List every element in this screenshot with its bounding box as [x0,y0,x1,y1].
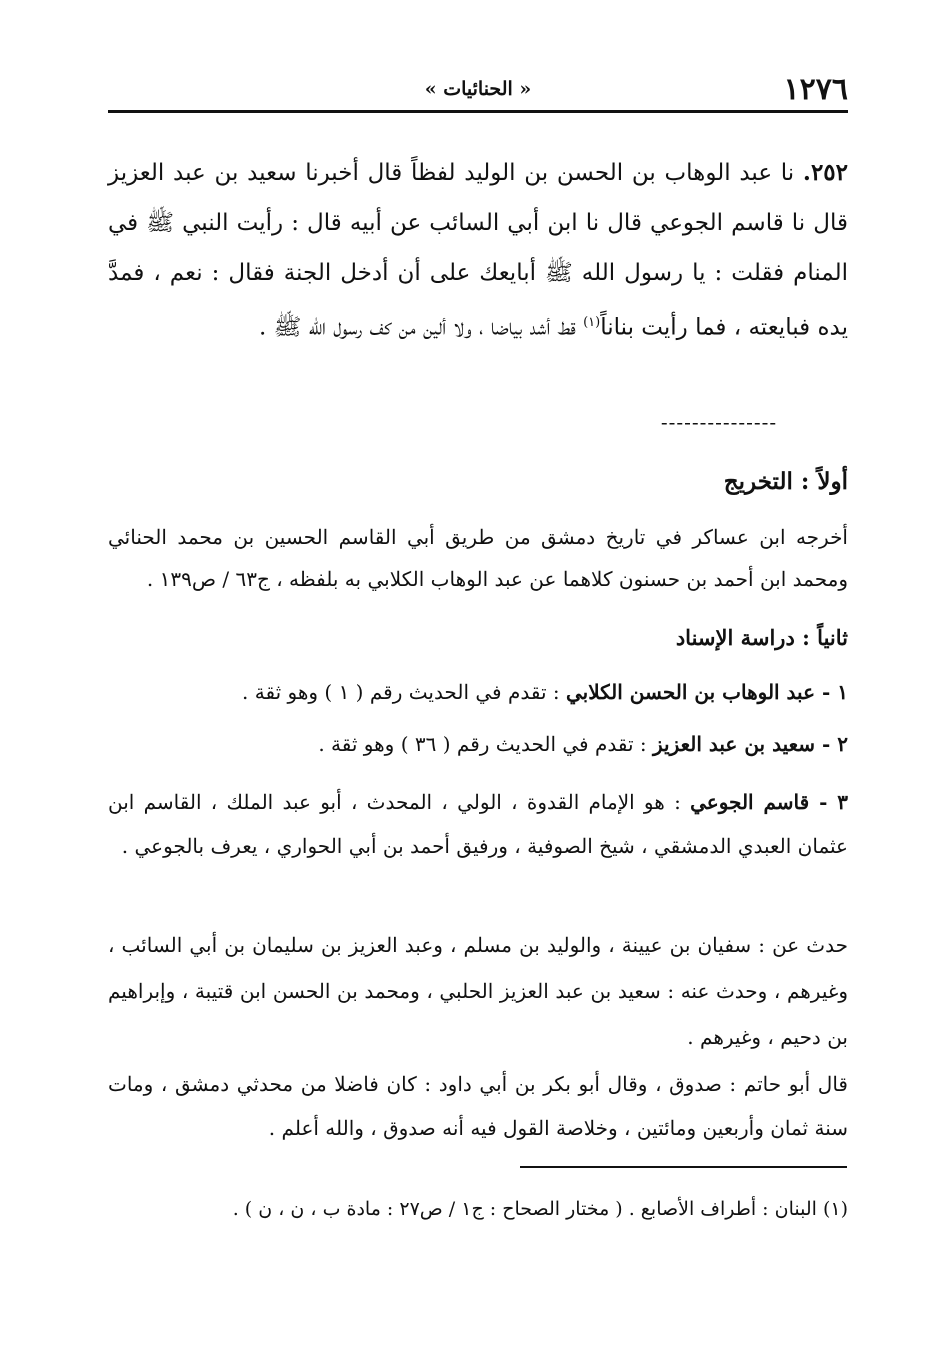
running-title: « الحنائيات » [424,78,532,100]
narrators-paragraph: حدث عن : سفيان بن عيينة ، والوليد بن مسلم ، وعبد العزيز بن سليمان بن أبي السائب ، وغيرهم ، وحدث عنه : سعيد بن عبد العزيز الحلبي ، ومحمد بن الحسن ابن قتيبة ، وإبراهيم بن دحيم ، وغيرهم . [108,933,848,1049]
header-rule [108,110,848,113]
footnote-reference: (١) [583,315,601,330]
narrator-item-2 [108,726,848,762]
takhrij-paragraph: أخرجه ابن عساكر في تاريخ دمشق من طريق أبي القاسم الحسين بن محمد الحنائي ومحمد ابن أحمد بن حسنون كلاهما عن عبد الوهاب الكلابي به بلفظه ، ج٦٣ / ص١٣٩ . [108,525,848,591]
page-header [108,70,848,110]
separator-dashes: --------------- [660,410,778,434]
section-heading-isnad: ثانياً : دراسة الإسناد [675,625,848,650]
hadith-text-part-1: نا عبد الوهاب بن الحسن بن الوليد لفظاً قال أخبرنا سعيد بن عبد العزيز قال نا قاسم الجوعي قال نا ابن أبي السائب عن أبيه قال : رأيت النبي ﷺ في المنام فقلت : يا رسول الله ﷺ أبايعك على أن أدخل الجنة فقال : نعم ، فمدَّ يده فبايعته ، فما رأيت بناناً [108,160,848,341]
narrator-item-3 [108,780,848,868]
footnote-rule [520,1166,847,1168]
hadith-text [108,148,848,353]
narrator-2-text: : تقدم في الحديث رقم ( ٣٦ ) وهو ثقة . [318,732,647,756]
narrator-1-name: ١ - عبد الوهاب بن الحسن الكلابي [565,680,848,704]
section-heading-takhrij: أولاً : التخريج [723,468,848,495]
hadith-text-part-2: قط أشد بياضا ، ولا ألين من كف رسول الله ﷺ . [259,314,576,341]
narrator-3-text: : هو الإمام القدوة ، الولي ، المحدث ، أبو عبد الملك ، القاسم ابن عثمان العبدي الدمشقي ، شيخ الصوفية ، ورفيق أحمد بن أبي الحواري ، يعرف بالجوعي . [108,790,848,858]
narrator-2-name: ٢ - سعيد بن عبد العزيز [653,732,848,756]
narrator-1-text: : تقدم في الحديث رقم ( ١ ) وهو ثقة . [242,680,560,704]
page-number: ١٢٧٦ [783,72,848,107]
footnote: (١) البنان : أطراف الأصابع . ( مختار الصحاح : ج١ / ص٢٧ : مادة ب ، ن ، ن ) . [232,1198,848,1220]
grading-paragraph: قال أبو حاتم : صدوق ، وقال أبو بكر بن أبي داود : كان فاضلا من محدثي دمشق ، ومات سنة ثمان وأربعين ومائتين ، وخلاصة القول فيه أنه صدوق ، والله أعلم . [108,1072,848,1140]
narrator-3-name: ٣ - قاسم الجوعي [690,790,848,814]
narrator-item-1 [108,674,848,710]
hadith-number: ٢٥٢. [802,159,848,186]
